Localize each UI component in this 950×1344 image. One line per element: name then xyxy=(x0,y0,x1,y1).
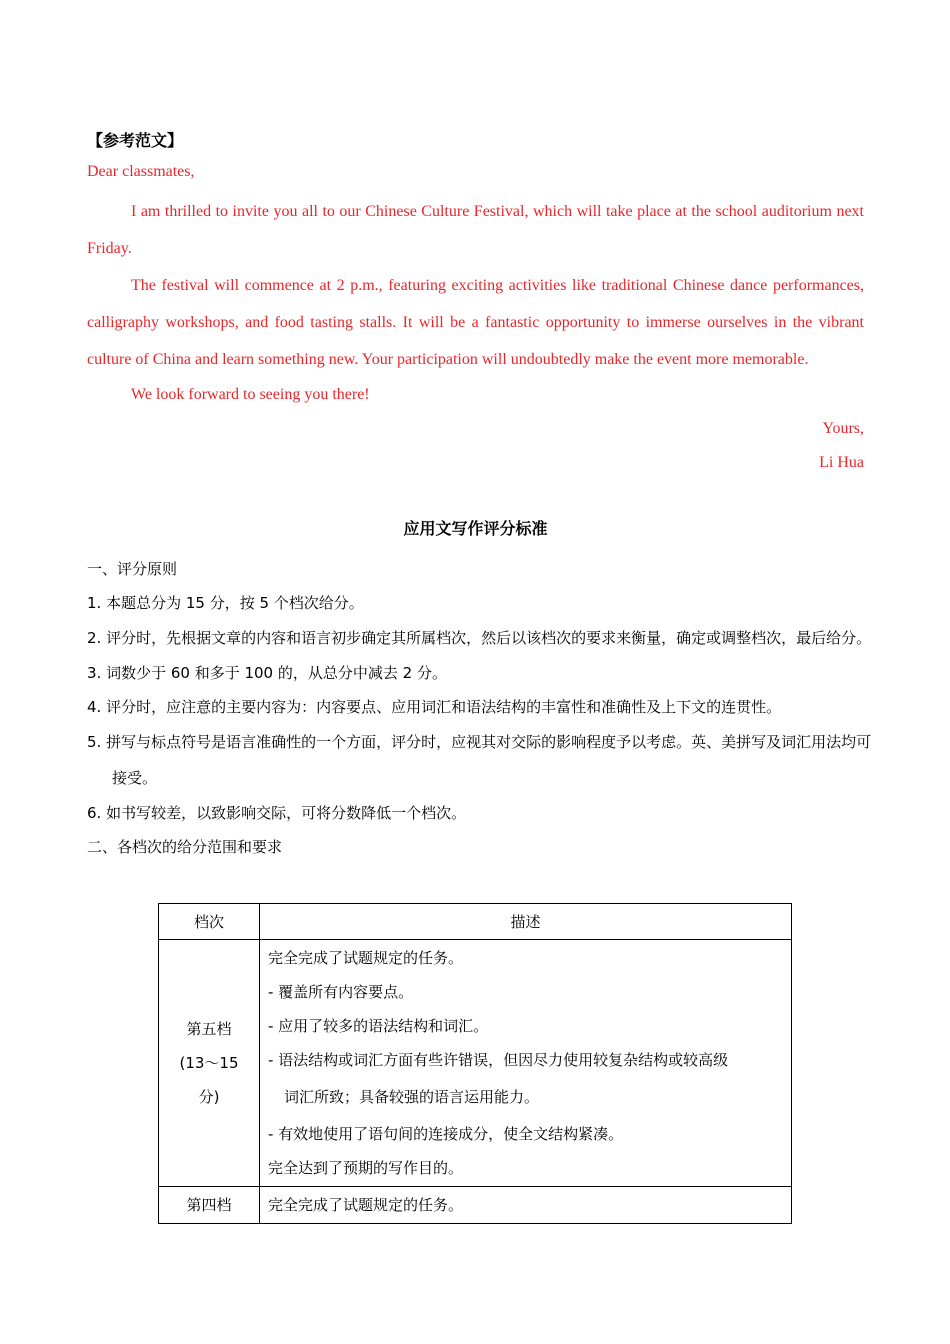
level-5-range: (13～15 分) xyxy=(179,1054,239,1106)
scoring-principles xyxy=(87,552,877,864)
level-5-cell xyxy=(159,940,260,1187)
rule-6: 6. 如书写较差，以致影响交际，可将分数降低一个档次。 xyxy=(87,804,467,822)
level-4-description: 完全完成了试题规定的任务。 xyxy=(260,1187,792,1224)
reference-heading: 【参考范文】 xyxy=(87,131,184,150)
letter-salutation: Dear classmates, xyxy=(87,163,195,180)
letter-paragraph-1: I am thrilled to invite you all to our Chinese Culture Festival, which will take place at the school auditorium next Friday. xyxy=(87,203,864,257)
description-line: 词汇所致；具备较强的语言运用能力。 xyxy=(284,1088,540,1106)
grading-table xyxy=(158,903,792,1224)
description-line: - 语法结构或词汇方面有些许错误，但因尽力使用较复杂结构或较高级 xyxy=(268,1051,729,1069)
section-heading-2: 二、各档次的给分范围和要求 xyxy=(87,838,283,856)
description-line: - 覆盖所有内容要点。 xyxy=(268,983,414,1001)
letter-closing: Yours, xyxy=(822,420,864,437)
rule-5: 5. 拼写与标点符号是语言准确性的一个方面，评分时，应视其对交际的影响程度予以考虑。英、美拼写及词汇用法均可接受。 xyxy=(87,733,872,787)
description-line: 完全完成了试题规定的任务。 xyxy=(268,949,464,967)
rule-3: 3. 词数少于 60 和多于 100 的，从总分中减去 2 分。 xyxy=(87,664,447,682)
letter-paragraph-2: The festival will commence at 2 p.m., featuring exciting activities like traditional Chinese dance performances, calligraphy workshops, and food tasting stalls. It will be a fantastic opportunity to immerse ourselves in the vibrant culture of China and learn something new. Your participation will undoubtedly make the event more memorable. xyxy=(87,277,864,368)
rule-4: 4. 评分时，应注意的主要内容为：内容要点、应用词汇和语法结构的丰富性和准确性及上下文的连贯性。 xyxy=(87,698,782,716)
table-row xyxy=(159,1187,792,1224)
level-5-name: 第五档 xyxy=(186,1020,232,1038)
level-4-name: 第四档 xyxy=(159,1187,260,1224)
reference-letter xyxy=(87,160,864,480)
letter-paragraph-3: We look forward to seeing you there! xyxy=(131,386,370,403)
section-heading-1: 一、评分原则 xyxy=(87,560,178,578)
description-line: - 有效地使用了语句间的连接成分，使全文结构紧凑。 xyxy=(268,1125,624,1143)
rule-2: 2. 评分时，先根据文章的内容和语言初步确定其所属档次，然后以该档次的要求来衡量，确定或调整档次，最后给分。 xyxy=(87,629,872,647)
description-line: 完全达到了预期的写作目的。 xyxy=(268,1159,464,1177)
scoring-standard-title: 应用文写作评分标准 xyxy=(403,519,548,538)
letter-signature: Li Hua xyxy=(819,454,864,471)
table-row xyxy=(159,940,792,1187)
description-line: - 应用了较多的语法结构和词汇。 xyxy=(268,1017,489,1035)
rule-1: 1. 本题总分为 15 分，按 5 个档次给分。 xyxy=(87,594,364,612)
header-level: 档次 xyxy=(159,904,260,940)
header-description: 描述 xyxy=(260,904,792,940)
level-5-description xyxy=(260,940,792,1187)
table-header-row xyxy=(159,904,792,940)
